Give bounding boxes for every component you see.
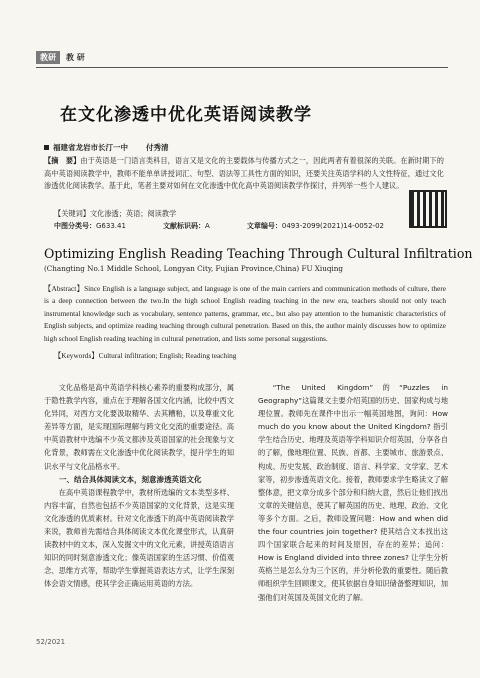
abstract-en	[44, 283, 446, 345]
author-name: 付秀清	[146, 143, 169, 152]
author-line	[44, 142, 169, 153]
body-column-right	[258, 381, 448, 604]
abstract-cn-label: 【摘 要】	[44, 156, 81, 165]
header-rule	[36, 67, 448, 68]
keywords-cn	[54, 209, 176, 219]
section-header	[36, 51, 85, 64]
section-1-paragraph: 在高中英语课程教学中，教材所选编的文本类型多样、内容丰富，自然也包括不少英语国家的文化背景，这是实现文化渗透的优质素材。针对文化渗透下的高中英语阅读教学来说，教师首先需结合具体阅读文本优化课堂形式，认真研读教材中的文本，深入发掘文中的文化元素，讲授英语语言知识的同时刻意渗透文化；像英语国家的生活习惯、价值观念、思维方式等，帮助学生掌握英语表达方式，让学生深刻体会语文情感，使其学会正确运用英语的方法。	[44, 487, 234, 589]
article-title-en: Optimizing English Reading Teaching Through Cultural Infiltration	[44, 246, 473, 261]
article-number: 文章编号：0493-2099(2021)14-0052-02	[246, 222, 384, 230]
square-bullet-icon	[44, 145, 49, 150]
section-heading-1: 一、结合具体阅读文本，刻意渗透英语文化	[59, 474, 202, 484]
abstract-cn-text: 由于英语是一门语言类科目，语言又是文化的主要载体与传播方式之一，因此两者有着很深的关联。在新时期下的高中英语阅读教学中，教师不能单单讲授词汇、句型、语法等工具性方面的知识，还要关注英语学科的人文性特征，通过文化渗透优化阅读教学。基于此，笔者主要对如何在文化渗透中优化高中英语阅读教学作探讨，并列举一些个人建议。	[44, 156, 444, 190]
section-name: 教 研	[66, 53, 85, 62]
keywords-cn-label: 【关键词】	[54, 209, 90, 218]
intro-paragraph: 文化品格是高中英语学科核心素养的重要构成部分，属于隐性教学内容，重点在于理解各国文化内涵，比较中西文化异同，对西方文化要汲取精华、去其糟粕，以及尊重文化差异等方面，是实现国际理解与跨文化交流的重要途径。高中英语教材中选编不少英文都涉及英语国家的社会现象与文化背景，教师需在文化渗透中优化阅读教学，提升学生的知识水平与文化品格水平。	[44, 383, 234, 471]
keywords-en-label: 【Keywords】	[54, 351, 99, 360]
page-footer: 52/2021	[36, 638, 66, 646]
document-code: 文献标识码：A	[163, 222, 210, 230]
example-paragraph: “The United Kingdom”的“Puzzles in Geography”这篇课文主要介绍英国的历史、国家构成与地理位置。教师先在课件中出示一幅英国地图，询问：How much do you know about the United Kingdom? 指引学生结合历史、地理及英语等学科知识介绍英国，分享各自的了解，像地理位置、民族、首都、主要城市、旅游景点、构成、历史发展、政治制度、语言、科学家、文学家、艺术家等，初步渗透英语文化。接着，教师要求学生略读文了解整体意，把文章分成多个部分和归纳大意，然后让他们找出文章的关键信息，使其了解英国的历史、地理、政治、文化等多个方面。之后，教师设置问题：How and when did the four countries join together? 使其结合文本找出这四个国家联合起来的时间及原因，存在的差异；追问：How is England divided into three zones? 让学生分析英格兰是怎么分为三个区的，并分析伦敦的重要性。随后教师组织学生回顾课文，使其依据自身知识储备整理知识，加强他们对英国及英国文化的了解。	[258, 383, 449, 602]
author-affiliation: 福建省龙岩市长汀一中	[53, 143, 128, 152]
affiliation-en: (Changting No.1 Middle School, Longyan City, Fujian Province,China) FU Xiuqing	[44, 264, 343, 273]
abstract-cn	[44, 155, 444, 193]
qr-code-icon	[409, 190, 447, 228]
article-title-cn: 在文化渗透中优化英语阅读教学	[60, 105, 312, 125]
article-meta	[54, 221, 384, 231]
body-column-left	[44, 381, 234, 591]
clc-number: 中图分类号：G633.41	[54, 222, 126, 230]
keywords-en-text: Cultural infiltration; English; Reading teaching	[98, 351, 237, 360]
abstract-en-label: 【Abstract】	[44, 284, 85, 293]
abstract-en-text: Since English is a language subject, and language is one of the main carriers and communication methods of culture, there is a deep connection between the two.In the high school English reading teaching in the new era, teachers should not only teach instrumental knowledge such as vocabulary, sentence patterns, grammar, etc., but also pay attention to the humanistic characteristics of English subjects, and optimize reading teaching through cultural penetration. Based on this, the author mainly discusses how to optimize high school English reading teaching in cultural penetration, and lists some personal suggestions.	[44, 284, 446, 343]
section-tag: 教研	[36, 51, 60, 64]
keywords-en	[54, 351, 236, 361]
keywords-cn-text: 文化渗透；英语；阅读教学	[89, 209, 177, 218]
